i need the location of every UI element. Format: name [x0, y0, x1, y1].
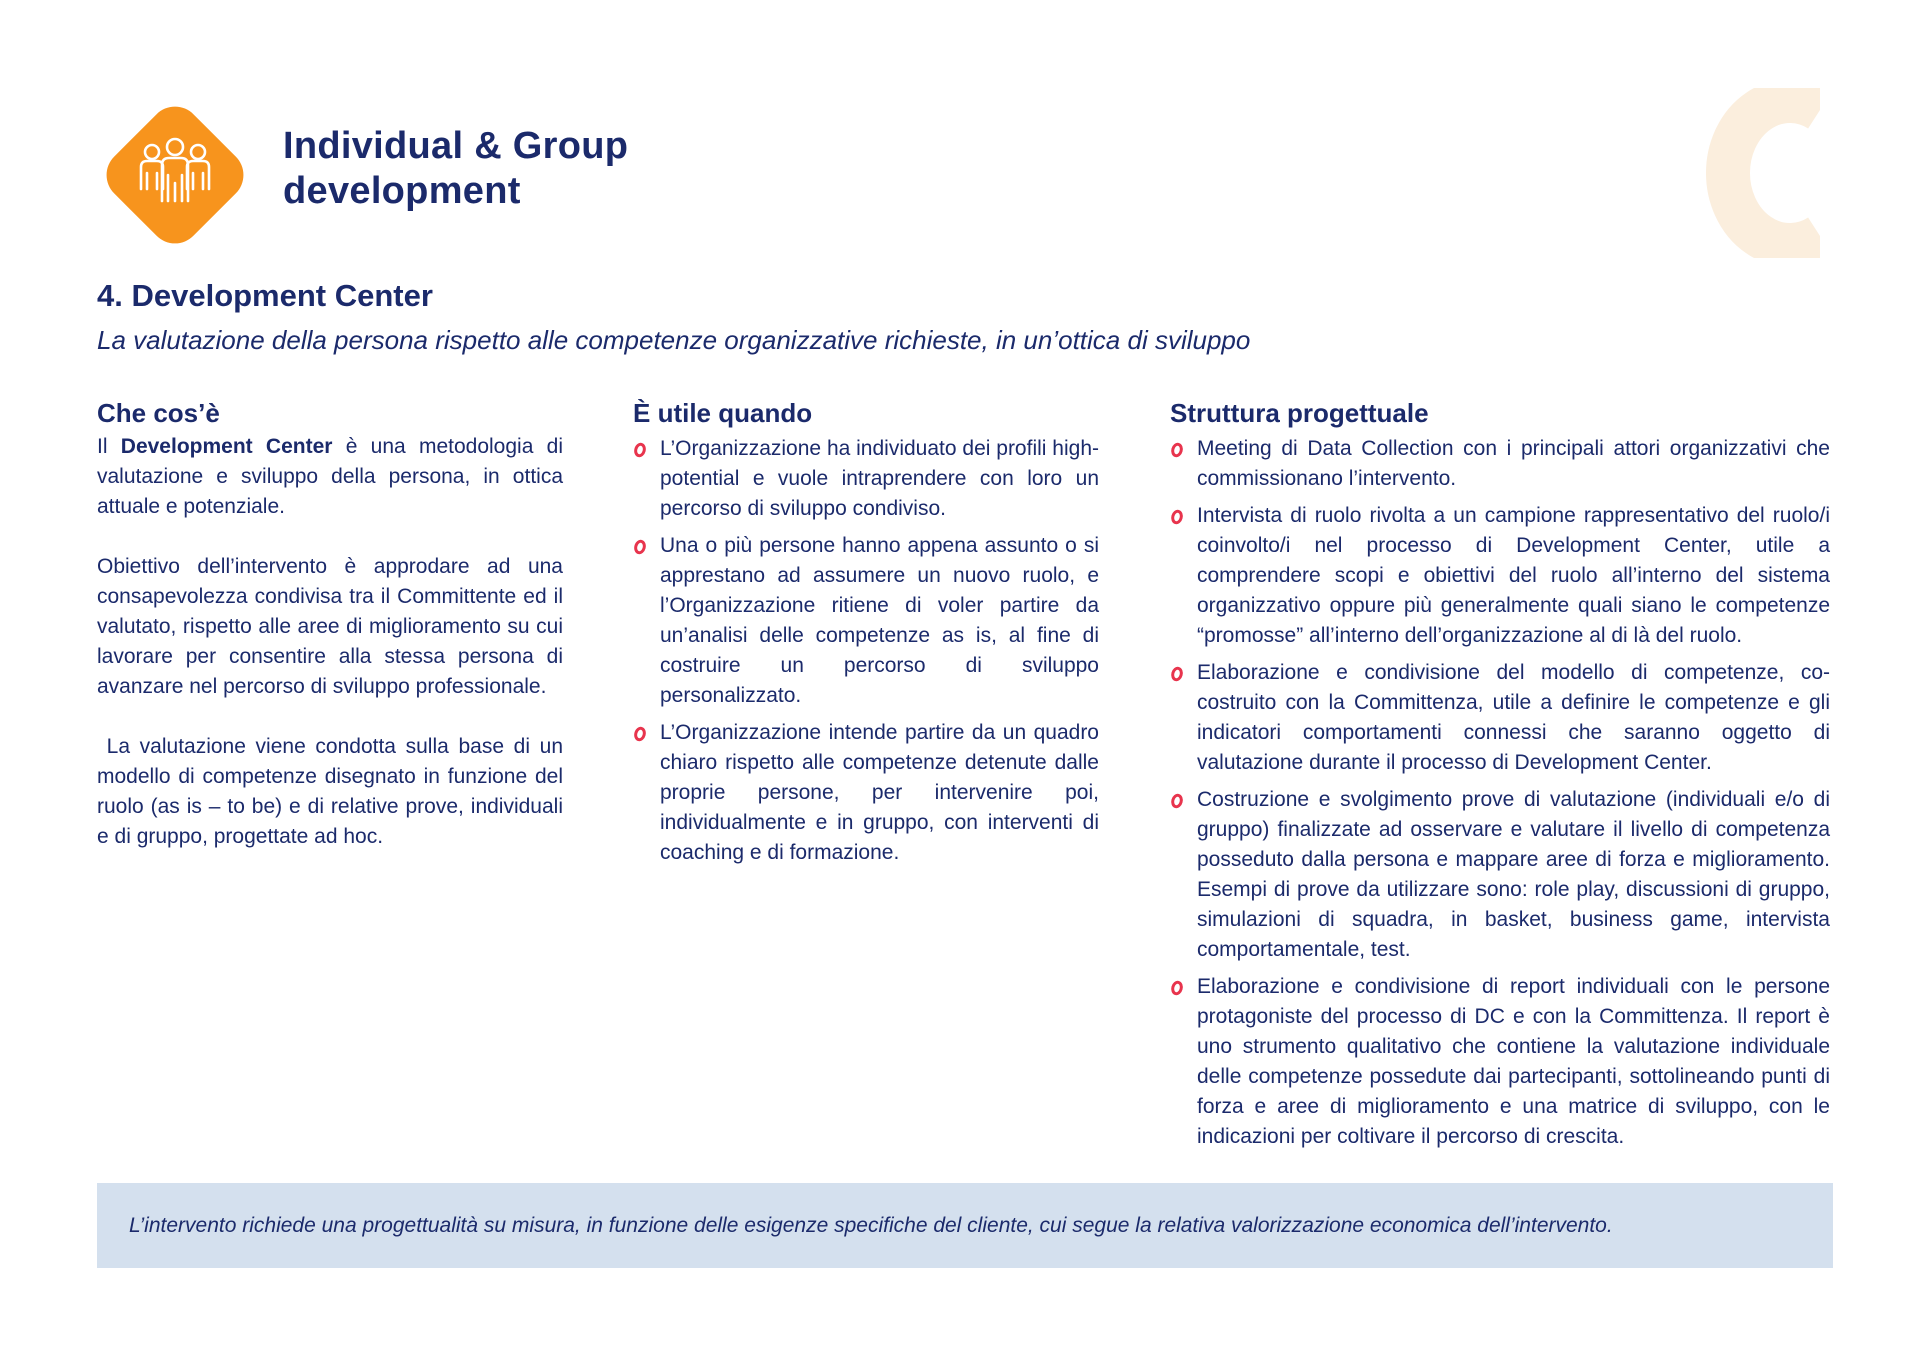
column-struttura-progettuale [1170, 396, 1830, 1159]
list-item [1170, 658, 1830, 778]
intro-rest: è una metodologia di valutazione e sviluppo della persona, in ottica attuale e potenziale. [97, 435, 563, 518]
list-item-text: Elaborazione e condivisione del modello di competenze, co-costruito con la Committenza, utile a definire le competenze e gli indicatori comportamenti connessi che saranno oggetto di valutazione durante il processo di Development Center. [1197, 661, 1830, 774]
bullet-list [633, 434, 1099, 868]
list-item [1170, 785, 1830, 965]
bullet-icon [1170, 509, 1184, 525]
intro-prefix: Il [97, 435, 121, 458]
list-item-text: L’Organizzazione intende partire da un quadro chiaro rispetto alle competenze detenute dalle proprie persone, per intervenire poi, individualmente e in gruppo, con interventi di coaching e di formazione. [660, 721, 1099, 864]
people-group-icon [97, 97, 253, 253]
paragraph-intro [97, 432, 563, 522]
bullet-icon [633, 442, 647, 458]
brand-logo [97, 97, 253, 253]
section-subtitle: La valutazione della persona rispetto alle competenze organizzative richieste, in un’ottica di sviluppo [97, 325, 1251, 355]
bullet-icon [1170, 666, 1184, 682]
intro-bold-term: Development Center [120, 435, 333, 458]
list-item-text: Elaborazione e condivisione di report individuali con le persone protagoniste del processo di DC e con la Committenza. Il report è uno strumento qualitativo che contiene la valutazione individuale delle competenze possedute dai partecipanti, sottolineando punti di forza e aree di miglioramento e una matrice di sviluppo, con le indicazioni per coltivare il percorso di crescita. [1197, 975, 1830, 1148]
column-heading: Che cos’è [97, 398, 220, 428]
column-heading: Struttura progettuale [1170, 398, 1429, 428]
bullet-icon [1170, 793, 1184, 809]
brand-title-line2: development [283, 170, 521, 212]
footer-note-box [97, 1183, 1833, 1268]
list-item [633, 531, 1099, 711]
bullet-icon [633, 726, 647, 742]
decorative-letter-c [1690, 88, 1820, 258]
paragraph-evaluation [97, 732, 563, 852]
column-utile-quando [633, 396, 1099, 875]
bullet-icon [633, 539, 647, 555]
list-item-text: Costruzione e svolgimento prove di valutazione (individuali e/o di gruppo) finalizzate ad osservare e valutare il livello di competenza posseduto dalla persona e mappare aree di forza e miglioramento. Esempi di prove da utilizzare sono: role play, discussioni di gruppo, simulazioni di squadra, in basket, business game, intervista comportamentale, test. [1197, 788, 1830, 961]
brand-title [283, 124, 803, 214]
list-item [633, 718, 1099, 868]
footer-note-text: L’intervento richiede una progettualità su misura, in funzione delle esigenze specifiche del cliente, cui segue la relativa valorizzazione economica dell’intervento. [129, 1213, 1613, 1237]
list-item-text: L’Organizzazione ha individuato dei profili high-potential e vuole intraprendere con loro un percorso di sviluppo condiviso. [660, 437, 1099, 520]
bullet-list [1170, 434, 1830, 1152]
list-item [633, 434, 1099, 524]
list-item [1170, 434, 1830, 494]
bullet-icon [1170, 980, 1184, 996]
bullet-icon [1170, 442, 1184, 458]
list-item-text: Intervista di ruolo rivolta a un campione rappresentativo del ruolo/i coinvolto/i nel processo di Development Center, utile a comprendere scopi e obiettivi del ruolo all’interno del sistema organizzativo oppure più generalmente quali siano le competenze “promosse” all’interno dell’organizzazione al di là del ruolo. [1197, 504, 1830, 647]
list-item [1170, 972, 1830, 1152]
section-heading: 4. Development Center [97, 278, 433, 313]
brand-title-line1: Individual & Group [283, 125, 629, 167]
list-item-text: Una o più persone hanno appena assunto o si apprestano ad assumere un nuovo ruolo, e l’Organizzazione ritiene di voler partire da un’analisi delle competenze as is, al fine di costruire un percorso di sviluppo personalizzato. [660, 534, 1099, 707]
evaluation-text: La valutazione viene condotta sulla base di un modello di competenze disegnato in funzione del ruolo (as is – to be) e di relative prove, individuali e di gruppo, progettate ad hoc. [97, 735, 563, 848]
list-item-text: Meeting di Data Collection con i principali attori organizzativi che commissionano l’intervento. [1197, 437, 1830, 490]
list-item [1170, 501, 1830, 651]
column-che-cose [97, 396, 563, 852]
column-heading: È utile quando [633, 398, 813, 428]
paragraph-objective: Obiettivo dell’intervento è approdare ad una consapevolezza condivisa tra il Committente ed il valutato, rispetto alle aree di miglioramento su cui lavorare per consentire alla stessa persona di avanzare nel percorso di sviluppo professionale. [97, 555, 563, 698]
